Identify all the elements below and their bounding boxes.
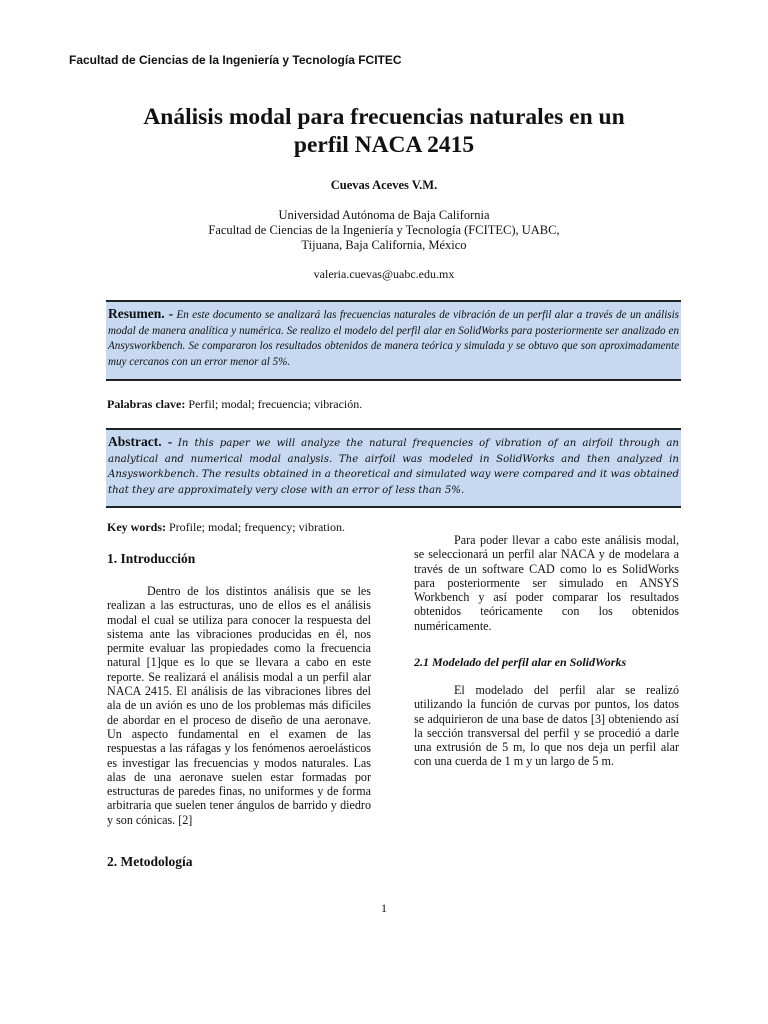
palabras-clave	[107, 397, 362, 412]
subsection-2-1-paragraph: El modelado del perfil alar se realizó utilizando la función de curvas por puntos, los datos se adquirieron de una base de datos [3] obteniendo así la sección transversal del perfil y se procedió a darle una extrusión de 5 m, lo que nos deja un perfil alar con una cuerda de 1 m y un largo de 5 m.	[414, 683, 679, 769]
key-words-label: Key words:	[107, 520, 166, 534]
affiliation-line: Tijuana, Baja California, México	[301, 238, 467, 252]
abstract-label: Abstract. -	[108, 434, 173, 449]
abstract-box	[106, 428, 681, 508]
abstract-text: In this paper we will analyze the natural frequencies of vibration of an airfoil through an analytical and numerical modal analysis. The airfoil was modeled in SolidWorks and then analyzed in Ansysworkbench. The results obtained in a theoretical and simulated way were compared and it was obtained that they are approximately very close with an error of less than 5%.	[108, 438, 679, 496]
affiliation-line: Universidad Autónoma de Baja California	[278, 208, 490, 222]
section-1-body	[107, 584, 371, 827]
resumen-label: Resumen. -	[108, 306, 174, 321]
palabras-clave-text: Perfil; modal; frecuencia; vibración.	[188, 397, 363, 411]
subsection-2-1-body	[414, 683, 679, 769]
section-1-paragraph: Dentro de los distintos análisis que se les realizan a las estructuras, uno de ellos es el análisis modal el cual se utiliza para conocer la respuesta del sistema ante las vibraciones producidas en él, nos permite evaluar las propiedades como la frecuencia natural [1]que es lo que se llevara a cabo en este reporte. Se realizará el análisis modal a un perfil alar NACA 2415. El análisis de las vibraciones libres del ala de un avión es uno de los problemas más difíciles de abordar en el proceso de diseño de una aeronave. Un aspecto fundamental en el examen de las respuestas a las ráfagas y los fenómenos aeroelásticos es investigar las frecuencias y modos naturales. Las alas de una aeronave suelen estar formadas por estructuras de paredes finas, no uniformes y de forma arbitraria que suelen tener ángulos de barrido y diedro y son cónicas. [2]	[107, 584, 371, 827]
key-words	[107, 520, 345, 535]
running-header: Facultad de Ciencias de la Ingeniería y Tecnología FCITEC	[69, 53, 402, 67]
resumen-text: En este documento se analizará las frecuencias naturales de vibración de un perfil alar a través de un análisis modal de manera analítica y numérica. Se realizo el modelo del perfil alar en SolidWorks para posteriormente ser analizado en Ansysworkbench. Se compararon los resultados obtenidos de manera teórica y simulada y se obtuvo que son aproximadamente muy cercanos con un error menor al 5%.	[108, 309, 680, 368]
title-line-2: perfil NACA 2415	[293, 132, 475, 158]
key-words-text: Profile; modal; frequency; vibration.	[169, 520, 345, 534]
palabras-clave-label: Palabras clave:	[107, 397, 186, 411]
methodology-paragraph: Para poder llevar a cabo este análisis modal, se seleccionará un perfil alar NACA y de modelara a través de un software CAD como lo es SolidWorks para posteriormente ser simulado en ANSYS Workbench y así poder comparar los resultados obtenidos teóricamente con los obtenidos numéricamente.	[414, 533, 679, 633]
methodology-intro	[414, 533, 679, 633]
affiliation	[0, 208, 768, 253]
section-1-heading: 1. Introducción	[107, 551, 196, 566]
author-email: valeria.cuevas@uabc.edu.mx	[313, 267, 455, 281]
subsection-2-1-heading: 2.1 Modelado del perfil alar en SolidWorks	[414, 655, 627, 669]
paper-title	[110, 103, 658, 159]
title-line-1: Análisis modal para frecuencias naturales en un	[143, 104, 625, 130]
page-number: 1	[381, 901, 387, 915]
affiliation-line: Facultad de Ciencias de la Ingeniería y Tecnología (FCITEC), UABC,	[208, 223, 560, 237]
resumen-box	[106, 300, 681, 381]
author: Cuevas Aceves V.M.	[330, 178, 438, 192]
section-2-heading: 2. Metodología	[107, 854, 193, 869]
